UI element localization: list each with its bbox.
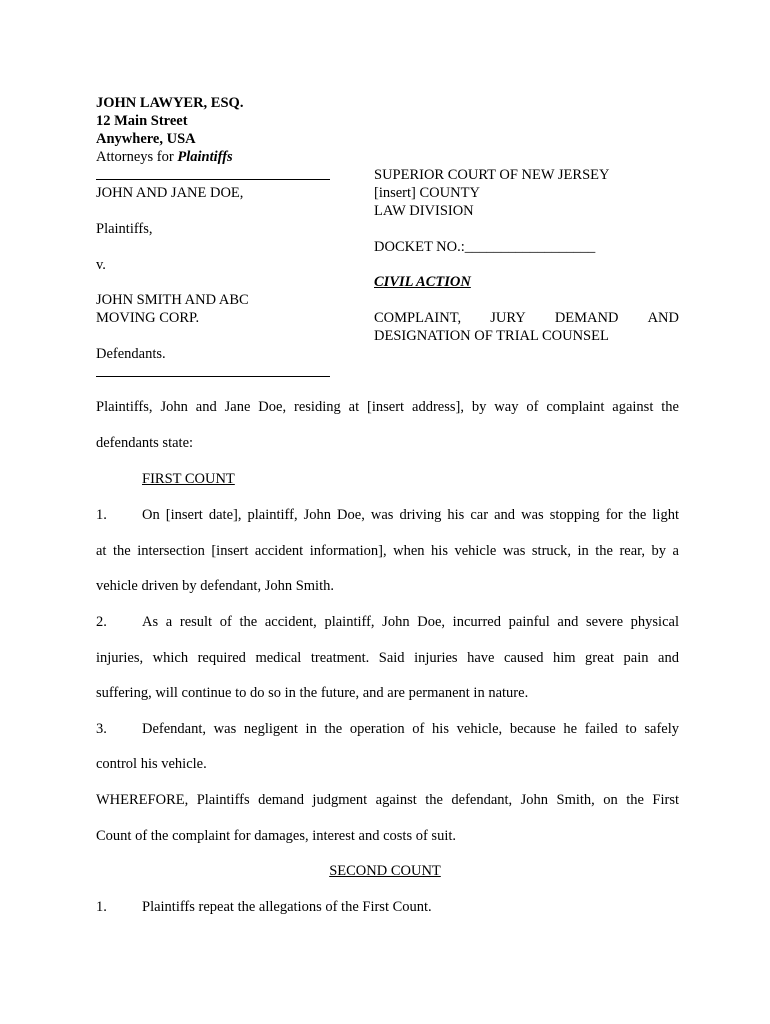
court-county: [insert] COUNTY — [374, 185, 480, 201]
paragraph-line: suffering, will continue to do so in the future, and are permanent in nature. — [96, 685, 529, 701]
first-count-heading: FIRST COUNT — [142, 471, 235, 487]
defendants-line2: MOVING CORP. — [96, 310, 200, 326]
court-division: LAW DIVISION — [374, 203, 474, 219]
attorney-street: 12 Main Street — [96, 113, 188, 129]
title-word: COMPLAINT, — [374, 310, 462, 326]
wherefore-line1: WHEREFORE, Plaintiffs demand judgment against the defendant, John Smith, on the First — [96, 792, 679, 808]
paragraph-line: injuries, which required medical treatment. Said injuries have caused him great pain and — [96, 650, 679, 666]
attorney-city: Anywhere, USA — [96, 131, 196, 147]
paragraph-number: 1. — [96, 507, 107, 523]
title-word: DEMAND — [554, 310, 619, 326]
title-word: JURY — [490, 310, 526, 326]
attorney-name: JOHN LAWYER, ESQ. — [96, 95, 244, 111]
paragraph-line: On [insert date], plaintiff, John Doe, was driving his car and was stopping for the light — [142, 507, 679, 523]
paragraph-number: 2. — [96, 614, 107, 630]
attorneys-for-line — [96, 148, 233, 166]
docket-number: DOCKET NO.:__________________ — [374, 239, 596, 255]
intro-line1: Plaintiffs, John and Jane Doe, residing at [insert address], by way of complaint against the — [96, 399, 679, 415]
document-title-line1 — [374, 309, 679, 327]
paragraph-line: at the intersection [insert accident information], when his vehicle was struck, in the rear, by a — [96, 543, 679, 559]
title-word: AND — [647, 310, 679, 326]
civil-action-label: CIVIL ACTION — [374, 274, 471, 290]
paragraph-line: vehicle driven by defendant, John Smith. — [96, 578, 334, 594]
attorneys-for-party: Plaintiffs — [177, 149, 233, 165]
versus: v. — [96, 257, 106, 273]
plaintiffs-label: Plaintiffs, — [96, 221, 153, 237]
paragraph-line: Plaintiffs repeat the allegations of the First Count. — [142, 899, 432, 915]
paragraph-number: 3. — [96, 721, 107, 737]
defendants-label: Defendants. — [96, 346, 166, 362]
defendants-line1: JOHN SMITH AND ABC — [96, 292, 249, 308]
paragraph-line: As a result of the accident, plaintiff, John Doe, incurred painful and severe physical — [142, 614, 679, 630]
second-count-heading: SECOND COUNT — [329, 863, 441, 879]
paragraph-line: control his vehicle. — [96, 756, 207, 772]
paragraph-line: Defendant, was negligent in the operation of his vehicle, because he failed to safely — [142, 721, 679, 737]
caption-bottom-rule — [96, 376, 330, 377]
caption-top-rule — [96, 179, 330, 180]
plaintiffs-names: JOHN AND JANE DOE, — [96, 185, 244, 201]
court-name: SUPERIOR COURT OF NEW JERSEY — [374, 167, 610, 183]
intro-line2: defendants state: — [96, 435, 194, 451]
document-title-line2: DESIGNATION OF TRIAL COUNSEL — [374, 328, 609, 344]
paragraph-number: 1. — [96, 899, 107, 915]
wherefore-line2: Count of the complaint for damages, interest and costs of suit. — [96, 828, 457, 844]
attorneys-for-prefix: Attorneys for — [96, 149, 178, 165]
